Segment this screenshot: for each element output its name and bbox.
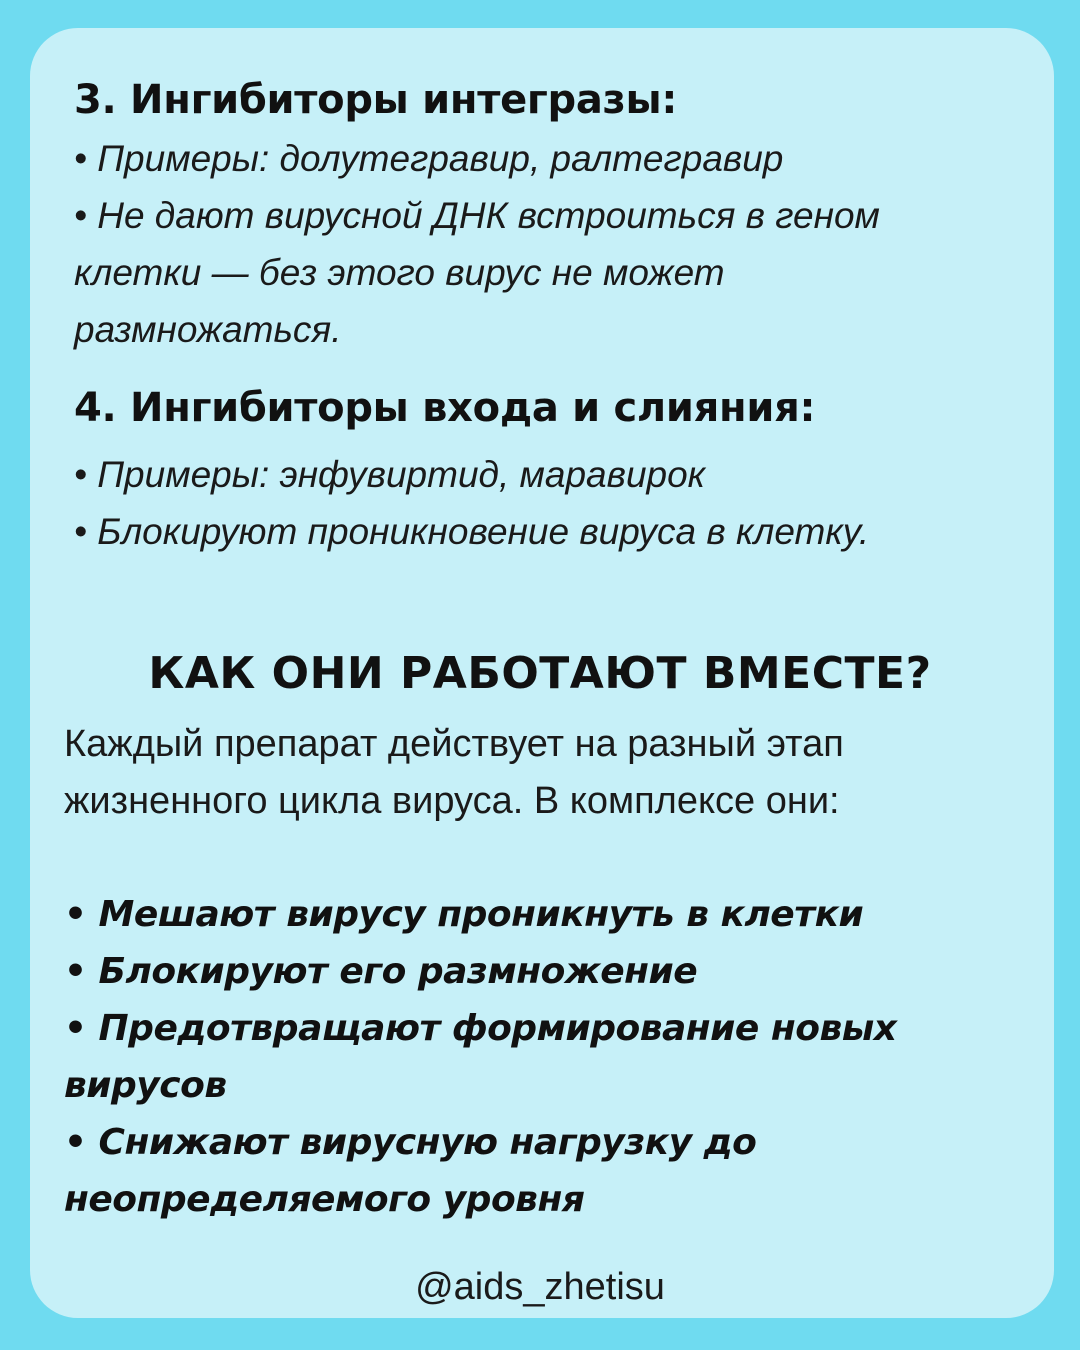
section-integrase (74, 76, 974, 358)
list-item: • Мешают вирусу проникнуть в клетки (64, 894, 864, 935)
list-item: • Блокируют его размножение (64, 951, 698, 992)
together-title: КАК ОНИ РАБОТАЮТ ВМЕСТЕ? (148, 648, 932, 699)
list-item: • Блокируют проникновение вируса в клетку. (74, 511, 870, 552)
section-title: 4. Ингибиторы входа и слияния: (74, 385, 816, 431)
list-item: • Примеры: долутегравир, ралтегравир (74, 138, 784, 179)
list-item: • Предотвращают формирование новых вирусов (64, 1008, 897, 1106)
together-intro: Каждый препарат действует на разный этап жизненного цикла вируса. В комплексе они: (64, 723, 844, 822)
list-item: • Примеры: энфувиртид, маравирок (74, 454, 706, 495)
list-item: • Не дают вирусной ДНК встроиться в геном клетки — без этого вирус не может размножаться. (74, 195, 880, 350)
section-entry-fusion (74, 384, 974, 560)
list-item: • Снижают вирусную нагрузку до неопределяемого уровня (64, 1122, 757, 1220)
account-handle: @aids_zhetisu (415, 1266, 665, 1308)
benefits-list (64, 886, 1024, 1228)
section-title: 3. Ингибиторы интегразы: (74, 77, 678, 123)
